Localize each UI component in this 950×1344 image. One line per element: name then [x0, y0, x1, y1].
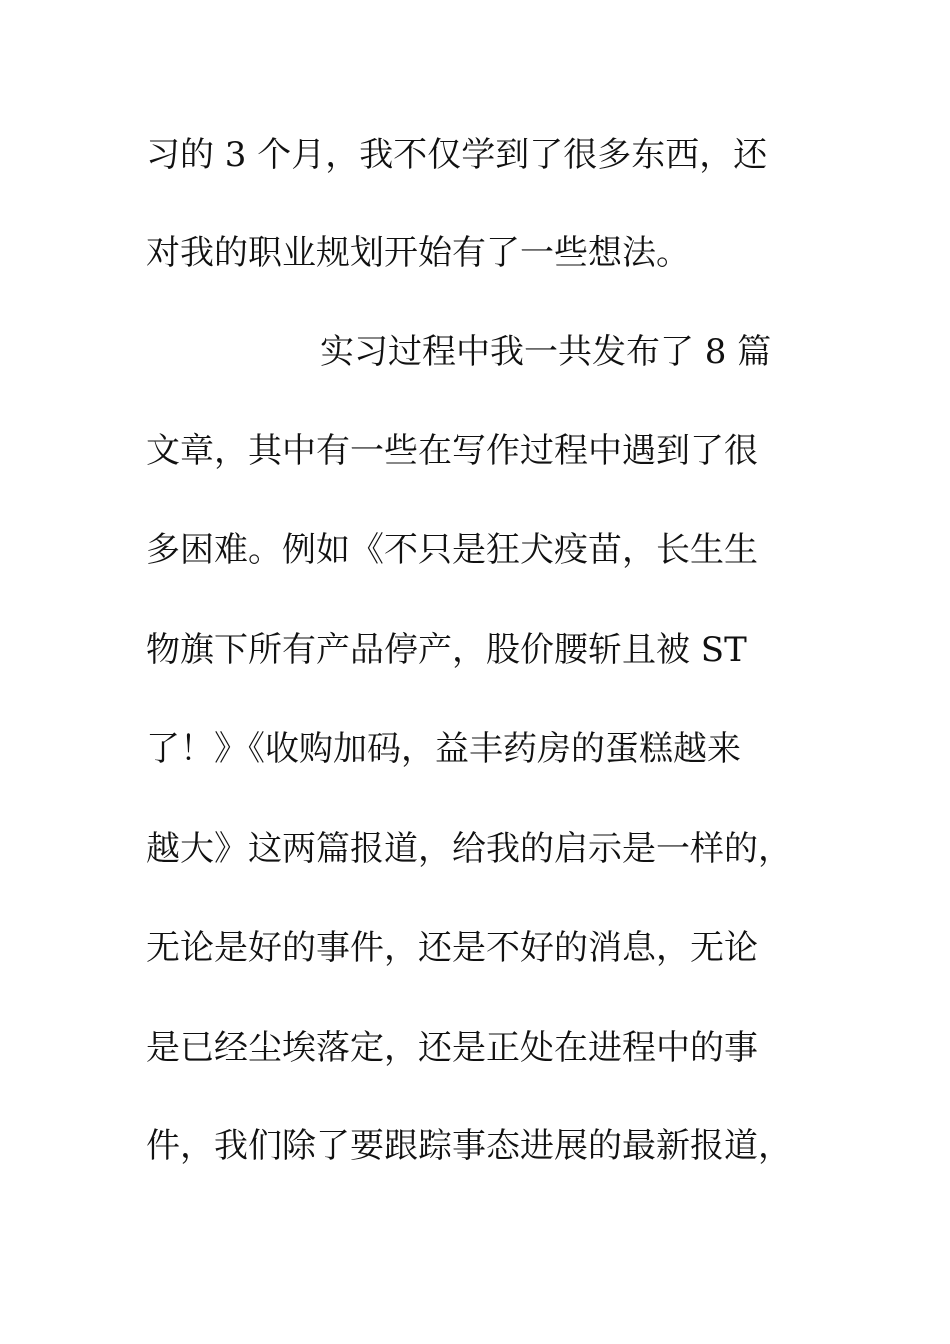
text-line: 了！》《收购加码，益丰药房的蛋糕越来 — [146, 729, 741, 769]
text-line: 多困难。例如《不只是狂犬疫苗，长生生 — [146, 530, 758, 570]
text-line: 是已经尘埃落定，还是正处在进程中的事 — [146, 1028, 758, 1068]
text-line: 习的 3 个月，我不仅学到了很多东西，还 — [146, 135, 768, 175]
text-line: 无论是好的事件，还是不好的消息，无论 — [146, 928, 758, 968]
text-line: 对我的职业规划开始有了一些想法。 — [146, 233, 690, 273]
text-line: 件，我们除了要跟踪事态进展的最新报道， — [146, 1126, 792, 1166]
text-line: 文章，其中有一些在写作过程中遇到了很 — [146, 431, 758, 471]
paragraph-start-line: 实习过程中我一共发布了 8 篇 — [320, 332, 772, 372]
text-line: 越大》这两篇报道，给我的启示是一样的， — [146, 829, 792, 869]
text-line: 物旗下所有产品停产，股价腰斩且被 ST — [146, 630, 747, 670]
